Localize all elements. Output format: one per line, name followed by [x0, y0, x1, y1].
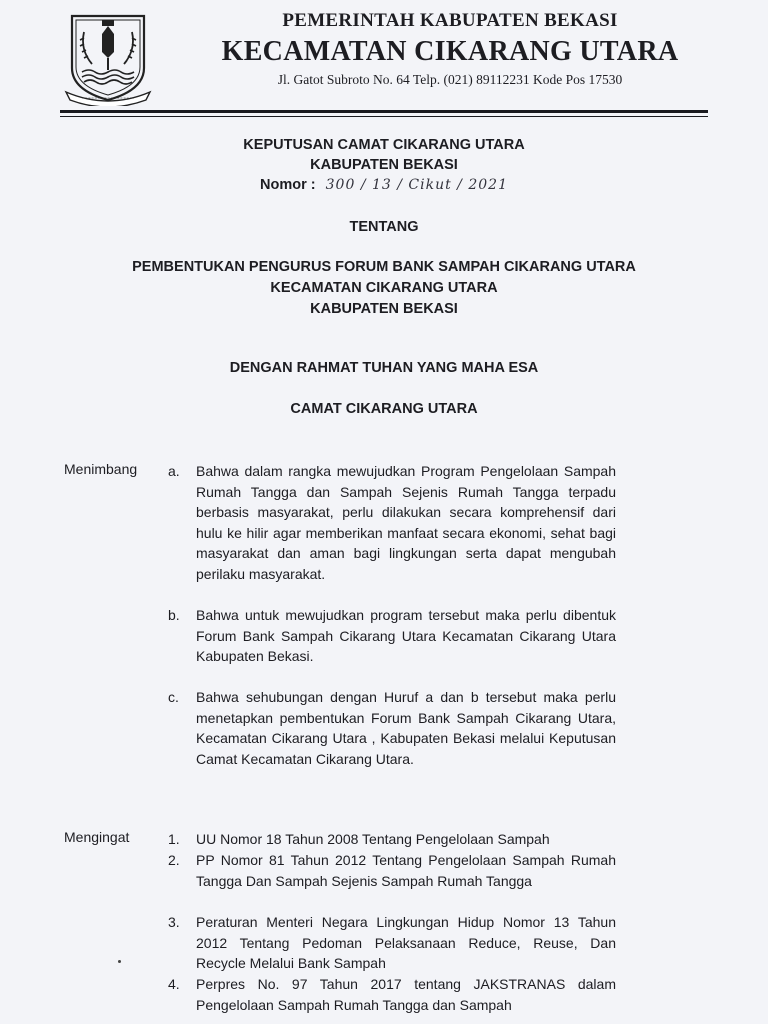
- decree-official: CAMAT CIKARANG UTARA: [290, 401, 478, 417]
- mengingat-label: Mengingat: [64, 829, 130, 845]
- mengingat-item-text: PP Nomor 81 Tahun 2012 Tentang Pengelolaan Sampah Rumah Tangga Dan Sampah Sejenis Sampah Rumah Tangga: [196, 852, 616, 889]
- letterhead-district: KECAMATAN CIKARANG UTARA: [221, 36, 679, 67]
- bekasi-regency-emblem-icon: [62, 10, 154, 106]
- mengingat-item-text: Perpres No. 97 Tahun 2017 tentang JAKSTRANAS dalam Pengelolaan Sampah Rumah Tangga dan Sampah: [196, 976, 616, 1013]
- menimbang-item-marker: a.: [168, 463, 180, 479]
- menimbang-label: Menimbang: [64, 461, 138, 477]
- menimbang-item-marker: b.: [168, 607, 180, 623]
- decree-number-handwritten: 300 / 13 / Cikut / 2021: [325, 177, 508, 193]
- decree-number: [40, 177, 728, 193]
- decree-title-line2: KABUPATEN BEKASI: [310, 157, 458, 173]
- mengingat-item-text: Peraturan Menteri Negara Lingkungan Hidup Nomor 13 Tahun 2012 Tentang Pedoman Pelaksanaan Reduce, Reuse, Dan Recycle Melalui Bank Sampah: [196, 914, 616, 971]
- decree-subject-line3: KABUPATEN BEKASI: [310, 301, 458, 317]
- menimbang-item-text: Bahwa untuk mewujudkan program tersebut maka perlu dibentuk Forum Bank Sampah Cikarang Utara Kecamatan Cikarang Utara Kabupaten Bekasi.: [196, 607, 616, 664]
- menimbang-item-marker: c.: [168, 689, 179, 705]
- menimbang-item-text: Bahwa sehubungan dengan Huruf a dan b tersebut maka perlu menetapkan pembentukan Forum Bank Sampah Cikarang Utara, Kecamatan Cikarang Utara , Kabupaten Bekasi melalui Keputusan Camat Kecamatan Cikarang Utara.: [196, 689, 616, 767]
- decree-subject-line2: KECAMATAN CIKARANG UTARA: [270, 280, 498, 296]
- menimbang-item-text: Bahwa dalam rangka mewujudkan Program Pengelolaan Sampah Rumah Tangga dan Sampah Sejenis Rumah Tangga terpadu berbasis masyarakat, perlu dilakukan secara komprehensif dari hulu ke hilir agar memberikan manfaat secara ekonomi, sehat bagi masyarakat dan aman bagi lingkungan serta dapat mengubah perilaku masyarakat.: [196, 463, 616, 582]
- scan-speck: [118, 960, 121, 963]
- letterhead-rule-thin: [60, 116, 708, 117]
- mengingat-item-marker: 2.: [168, 852, 180, 868]
- letterhead-rule-thick: [60, 110, 708, 113]
- mengingat-item-marker: 4.: [168, 976, 180, 992]
- mengingat-item-text: UU Nomor 18 Tahun 2008 Tentang Pengelolaan Sampah: [196, 831, 550, 847]
- decree-number-label: Nomor :: [260, 177, 316, 193]
- letterhead-government: PEMERINTAH KABUPATEN BEKASI: [282, 10, 618, 31]
- decree-title-line1: KEPUTUSAN CAMAT CIKARANG UTARA: [243, 137, 525, 153]
- mengingat-item-marker: 1.: [168, 831, 180, 847]
- letterhead-address: Jl. Gatot Subroto No. 64 Telp. (021) 89112231 Kode Pos 17530: [277, 72, 623, 87]
- decree-tentang: TENTANG: [349, 219, 419, 235]
- decree-subject-line1: PEMBENTUKAN PENGURUS FORUM BANK SAMPAH CIKARANG UTARA: [132, 259, 636, 275]
- mengingat-item-marker: 3.: [168, 914, 180, 930]
- decree-blessing: DENGAN RAHMAT TUHAN YANG MAHA ESA: [229, 360, 539, 376]
